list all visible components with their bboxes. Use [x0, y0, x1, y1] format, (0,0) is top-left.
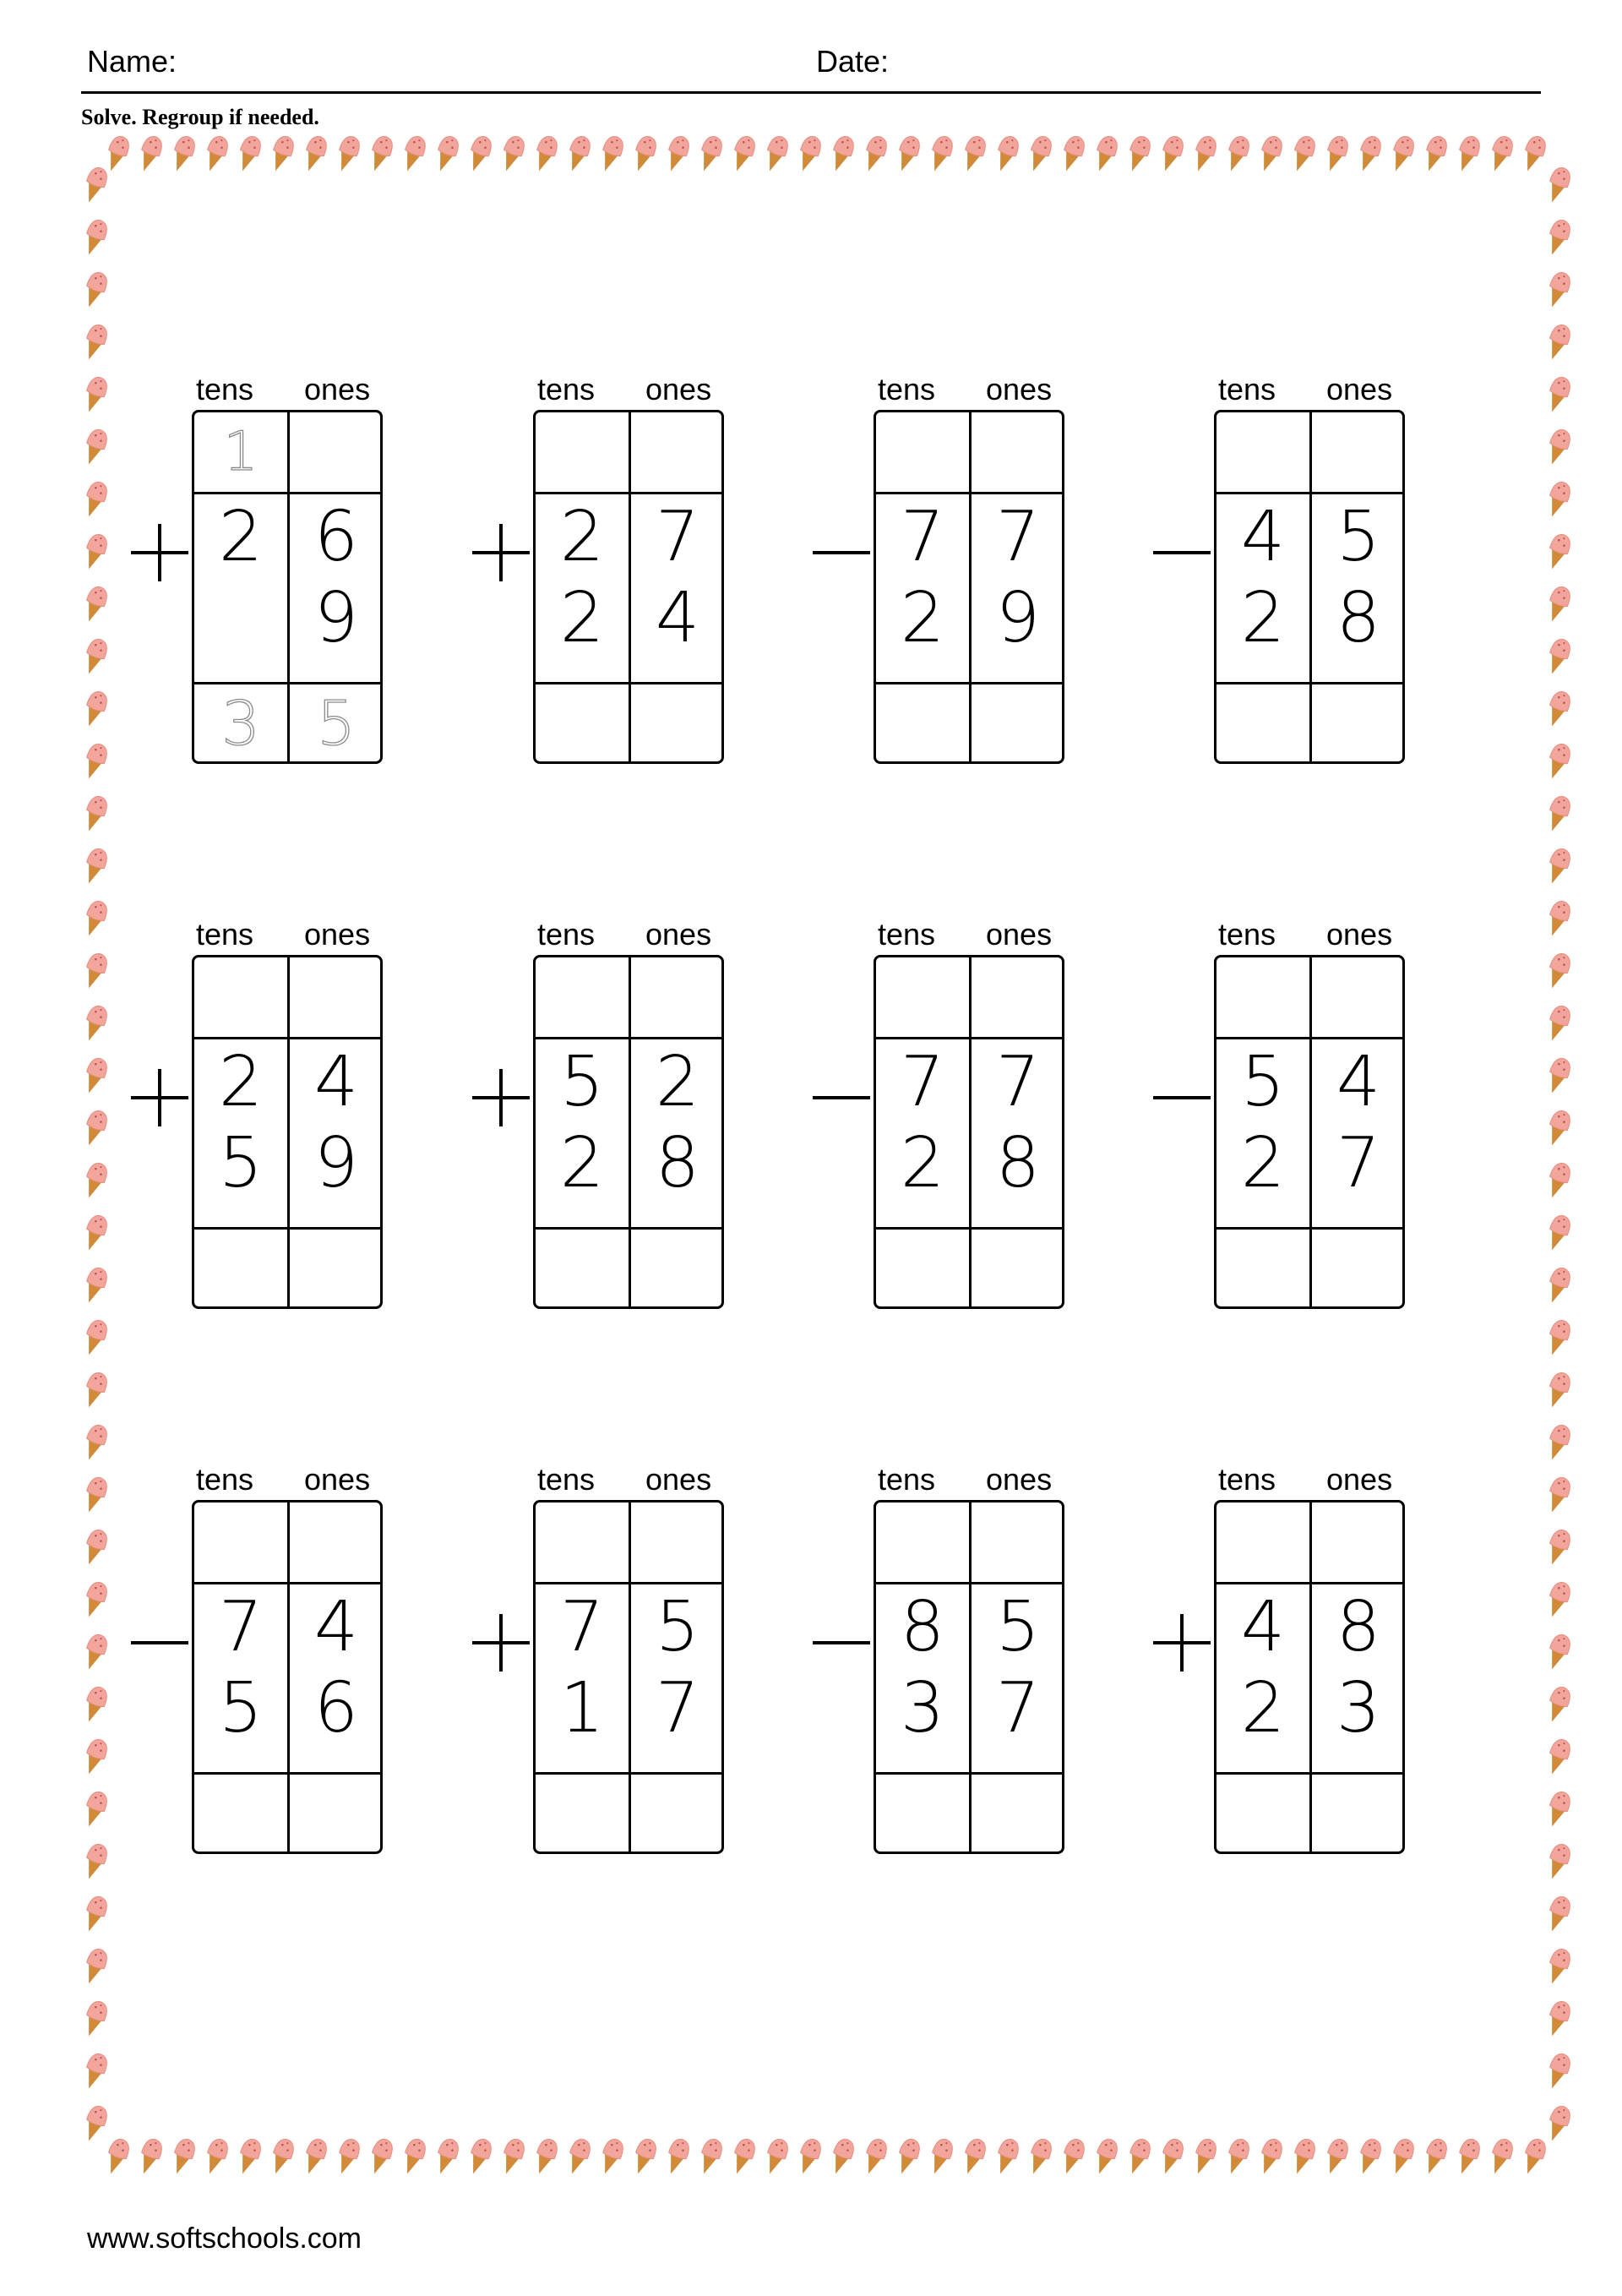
- ice-cream-cone-icon: [531, 2136, 561, 2177]
- ice-cream-cone-icon: [80, 636, 111, 677]
- ones-label: ones: [304, 917, 371, 952]
- ice-cream-cone-icon: [80, 1003, 111, 1044]
- ice-cream-cone-icon: [201, 2136, 231, 2177]
- ice-cream-cone-icon: [1543, 898, 1574, 939]
- ice-cream-cone-icon: [267, 134, 297, 174]
- ice-cream-cone-icon: [827, 134, 857, 174]
- ice-cream-cone-icon: [926, 134, 956, 174]
- ice-cream-cone-icon: [80, 1946, 111, 1987]
- ice-cream-cone-icon: [629, 134, 660, 174]
- ice-cream-cone-icon: [333, 2136, 363, 2177]
- top-ones-digit: 8: [1336, 1587, 1381, 1667]
- ice-cream-cone-icon: [80, 270, 111, 310]
- top-ones-digit: 4: [1336, 1042, 1381, 1122]
- bottom-ones-digit: 8: [1336, 578, 1381, 658]
- top-tens-digit: 2: [218, 1042, 264, 1122]
- ice-cream-cone-icon: [80, 689, 111, 729]
- ice-cream-cone-icon: [80, 1317, 111, 1358]
- bottom-ones-digit: 7: [995, 1668, 1041, 1748]
- ice-cream-cone-icon: [1543, 1055, 1574, 1096]
- ice-cream-cone-icon: [80, 1055, 111, 1096]
- top-tens-digit: 2: [218, 497, 264, 577]
- ice-cream-cone-icon: [80, 217, 111, 258]
- ice-cream-cone-icon: [1543, 1632, 1574, 1672]
- ice-cream-cone-icon: [80, 898, 111, 939]
- ones-label: ones: [304, 1462, 371, 1497]
- ice-cream-cone-icon: [1222, 134, 1253, 174]
- ice-cream-cone-icon: [1543, 1317, 1574, 1358]
- bottom-tens-digit: 2: [559, 1123, 605, 1203]
- ice-cream-cone-icon: [135, 2136, 166, 2177]
- ice-cream-cone-icon: [1025, 134, 1055, 174]
- top-ones-digit: 7: [655, 497, 700, 577]
- ice-cream-cone-icon: [333, 134, 363, 174]
- ice-cream-cone-icon: [80, 1213, 111, 1253]
- ice-cream-cone-icon: [1189, 134, 1220, 174]
- ice-cream-cone-icon: [267, 2136, 297, 2177]
- ice-cream-cone-icon: [761, 134, 792, 174]
- ice-cream-cone-icon: [1058, 134, 1088, 174]
- ice-cream-cone-icon: [1543, 1003, 1574, 1044]
- instructions: Solve. Regroup if needed.: [81, 105, 319, 129]
- ice-cream-cone-icon: [1453, 2136, 1483, 2177]
- ice-cream-cone-icon: [860, 134, 890, 174]
- ice-cream-cone-icon: [80, 1841, 111, 1882]
- ice-cream-cone-icon: [80, 1370, 111, 1410]
- ice-cream-cone-icon: [662, 2136, 693, 2177]
- ice-cream-cone-icon: [1157, 2136, 1187, 2177]
- ice-cream-cone-icon: [1543, 1684, 1574, 1725]
- ice-cream-cone-icon: [1543, 1894, 1574, 1934]
- ice-cream-cone-icon: [80, 794, 111, 834]
- ice-cream-cone-icon: [1025, 2136, 1055, 2177]
- ice-cream-cone-icon: [1543, 479, 1574, 520]
- date-label: Date:: [816, 44, 890, 79]
- ice-cream-cone-icon: [662, 134, 693, 174]
- ice-cream-cone-icon: [1486, 2136, 1516, 2177]
- bottom-tens-digit: 5: [218, 1668, 264, 1748]
- ice-cream-cone-icon: [1091, 2136, 1121, 2177]
- answer-ones-box[interactable]: 5: [317, 688, 356, 759]
- ice-cream-cone-icon: [1519, 2136, 1549, 2177]
- ice-cream-cone-icon: [761, 2136, 792, 2177]
- ice-cream-cone-icon: [234, 2136, 264, 2177]
- ice-cream-cone-icon: [1543, 1999, 1574, 2039]
- bottom-ones-digit: 8: [655, 1123, 700, 1203]
- ice-cream-cone-icon: [1124, 134, 1154, 174]
- top-ones-digit: 7: [995, 1042, 1041, 1122]
- ice-cream-cone-icon: [563, 2136, 594, 2177]
- ice-cream-cone-icon: [926, 2136, 956, 2177]
- ice-cream-cone-icon: [1543, 1108, 1574, 1148]
- tens-label: tens: [196, 372, 254, 406]
- ice-cream-cone-icon: [399, 2136, 429, 2177]
- ice-cream-cone-icon: [794, 2136, 825, 2177]
- ice-cream-cone-icon: [432, 2136, 462, 2177]
- bottom-tens-digit: 2: [1240, 578, 1286, 658]
- bottom-tens-digit: 2: [559, 578, 605, 658]
- ice-cream-cone-icon: [563, 134, 594, 174]
- ice-cream-cone-icon: [498, 2136, 528, 2177]
- ice-cream-cone-icon: [1543, 374, 1574, 415]
- ice-cream-cone-icon: [1543, 1579, 1574, 1620]
- ones-label: ones: [645, 372, 712, 406]
- ice-cream-cone-icon: [80, 322, 111, 363]
- ice-cream-cone-icon: [1486, 134, 1516, 174]
- ice-cream-cone-icon: [992, 134, 1022, 174]
- ice-cream-cone-icon: [80, 1684, 111, 1725]
- ones-label: ones: [986, 1462, 1053, 1497]
- ice-cream-cone-icon: [1543, 951, 1574, 991]
- tens-label: tens: [537, 1462, 596, 1497]
- ice-cream-cone-icon: [1543, 2103, 1574, 2144]
- top-tens-digit: 7: [900, 497, 945, 577]
- top-ones-digit: 5: [1336, 497, 1381, 577]
- ice-cream-cone-icon: [959, 2136, 989, 2177]
- bottom-ones-digit: 8: [995, 1123, 1041, 1203]
- ones-label: ones: [645, 917, 712, 952]
- ice-cream-cone-icon: [596, 134, 627, 174]
- ice-cream-cone-icon: [102, 134, 133, 174]
- ice-cream-cone-icon: [629, 2136, 660, 2177]
- ice-cream-cone-icon: [300, 2136, 330, 2177]
- ice-cream-cone-icon: [893, 2136, 923, 2177]
- ice-cream-cone-icon: [1189, 2136, 1220, 2177]
- ice-cream-cone-icon: [80, 1160, 111, 1201]
- ice-cream-cone-icon: [992, 2136, 1022, 2177]
- ice-cream-cone-icon: [80, 951, 111, 991]
- ice-cream-cone-icon: [695, 2136, 726, 2177]
- ice-cream-cone-icon: [1543, 532, 1574, 572]
- ice-cream-cone-icon: [1124, 2136, 1154, 2177]
- ice-cream-cone-icon: [1543, 1370, 1574, 1410]
- ice-cream-cone-icon: [1543, 1422, 1574, 1463]
- tens-label: tens: [878, 917, 936, 952]
- ice-cream-cone-icon: [1288, 134, 1319, 174]
- ones-label: ones: [986, 372, 1053, 406]
- name-label: Name:: [87, 44, 177, 79]
- top-ones-digit: 4: [313, 1587, 359, 1667]
- ice-cream-cone-icon: [168, 134, 199, 174]
- ice-cream-cone-icon: [1543, 1160, 1574, 1201]
- top-ones-digit: 4: [313, 1042, 359, 1122]
- ice-cream-cone-icon: [1543, 1527, 1574, 1568]
- ice-cream-cone-icon: [695, 134, 726, 174]
- ice-cream-cone-icon: [465, 2136, 495, 2177]
- bottom-tens-digit: 2: [1240, 1123, 1286, 1203]
- ice-cream-cone-icon: [80, 2103, 111, 2144]
- top-tens-digit: 7: [218, 1587, 264, 1667]
- ice-cream-cone-icon: [234, 134, 264, 174]
- top-tens-digit: 5: [559, 1042, 605, 1122]
- top-tens-digit: 8: [900, 1587, 945, 1667]
- ice-cream-cone-icon: [531, 134, 561, 174]
- bottom-tens-digit: 2: [900, 578, 945, 658]
- ice-cream-cone-icon: [1543, 846, 1574, 886]
- top-tens-digit: 2: [559, 497, 605, 577]
- ice-cream-cone-icon: [80, 1265, 111, 1306]
- ice-cream-cone-icon: [1543, 427, 1574, 467]
- ice-cream-cone-icon: [1255, 2136, 1286, 2177]
- bottom-tens-digit: 2: [1240, 1668, 1286, 1748]
- bottom-ones-digit: 3: [1336, 1668, 1381, 1748]
- ice-cream-cone-icon: [1387, 134, 1418, 174]
- ice-cream-cone-icon: [1543, 636, 1574, 677]
- tens-label: tens: [537, 372, 596, 406]
- ice-cream-cone-icon: [596, 2136, 627, 2177]
- ice-cream-cone-icon: [80, 1579, 111, 1620]
- bottom-ones-digit: 4: [655, 578, 700, 658]
- ice-cream-cone-icon: [498, 134, 528, 174]
- ice-cream-cone-icon: [80, 532, 111, 572]
- top-tens-digit: 4: [1240, 1587, 1286, 1667]
- top-ones-digit: 5: [995, 1587, 1041, 1667]
- ones-label: ones: [1326, 917, 1393, 952]
- ice-cream-cone-icon: [1543, 2051, 1574, 2091]
- ice-cream-cone-icon: [827, 2136, 857, 2177]
- footer-url: www.softschools.com: [87, 2222, 362, 2255]
- carry-digit[interactable]: 1: [223, 421, 259, 483]
- bottom-tens-digit: 3: [900, 1668, 945, 1748]
- ice-cream-cone-icon: [1354, 134, 1385, 174]
- ice-cream-cone-icon: [300, 134, 330, 174]
- bottom-ones-digit: 7: [1336, 1123, 1381, 1203]
- ice-cream-cone-icon: [1091, 134, 1121, 174]
- bottom-tens-digit: 5: [218, 1123, 264, 1203]
- bottom-ones-digit: 6: [313, 1668, 359, 1748]
- ice-cream-cone-icon: [1543, 1265, 1574, 1306]
- top-tens-digit: 5: [1240, 1042, 1286, 1122]
- ice-cream-cone-icon: [1420, 2136, 1451, 2177]
- ice-cream-cone-icon: [80, 1422, 111, 1463]
- ice-cream-cone-icon: [1519, 134, 1549, 174]
- ice-cream-cone-icon: [80, 1789, 111, 1830]
- ice-cream-cone-icon: [80, 374, 111, 415]
- ice-cream-cone-icon: [1543, 1475, 1574, 1515]
- top-tens-digit: 7: [900, 1042, 945, 1122]
- ice-cream-cone-icon: [1543, 1946, 1574, 1987]
- tens-label: tens: [878, 372, 936, 406]
- ice-cream-cone-icon: [1543, 165, 1574, 205]
- ice-cream-cone-icon: [1387, 2136, 1418, 2177]
- tens-label: tens: [1218, 917, 1276, 952]
- bottom-ones-digit: 7: [655, 1668, 700, 1748]
- ice-cream-cone-icon: [80, 1527, 111, 1568]
- tens-label: tens: [1218, 372, 1276, 406]
- ice-cream-cone-icon: [1543, 217, 1574, 258]
- ice-cream-cone-icon: [102, 2136, 133, 2177]
- ice-cream-cone-icon: [1543, 1789, 1574, 1830]
- top-tens-digit: 7: [559, 1587, 605, 1667]
- top-ones-digit: 2: [655, 1042, 700, 1122]
- ice-cream-cone-icon: [1543, 322, 1574, 363]
- ice-cream-cone-icon: [1453, 134, 1483, 174]
- ice-cream-cone-icon: [1321, 134, 1352, 174]
- ice-cream-cone-icon: [201, 134, 231, 174]
- ice-cream-cone-icon: [135, 134, 166, 174]
- top-tens-digit: 4: [1240, 497, 1286, 577]
- ice-cream-cone-icon: [1420, 134, 1451, 174]
- top-ones-digit: 7: [995, 497, 1041, 577]
- ones-label: ones: [1326, 372, 1393, 406]
- ice-cream-cone-icon: [80, 1999, 111, 2039]
- ice-cream-cone-icon: [366, 2136, 396, 2177]
- ice-cream-cone-icon: [1058, 2136, 1088, 2177]
- ones-label: ones: [1326, 1462, 1393, 1497]
- bottom-tens-digit: 2: [900, 1123, 945, 1203]
- ice-cream-cone-icon: [80, 1108, 111, 1148]
- ice-cream-cone-icon: [1157, 134, 1187, 174]
- tens-label: tens: [537, 917, 596, 952]
- ice-cream-cone-icon: [1354, 2136, 1385, 2177]
- ice-cream-cone-icon: [1288, 2136, 1319, 2177]
- ice-cream-cone-icon: [1222, 2136, 1253, 2177]
- ice-cream-cone-icon: [794, 134, 825, 174]
- tens-label: tens: [196, 917, 254, 952]
- ones-label: ones: [645, 1462, 712, 1497]
- ice-cream-cone-icon: [860, 2136, 890, 2177]
- answer-tens-box[interactable]: 3: [221, 688, 260, 759]
- ice-cream-cone-icon: [80, 584, 111, 624]
- ones-label: ones: [986, 917, 1053, 952]
- ice-cream-cone-icon: [80, 741, 111, 782]
- bottom-ones-digit: 9: [313, 1123, 359, 1203]
- ice-cream-cone-icon: [432, 134, 462, 174]
- ice-cream-cone-icon: [728, 134, 759, 174]
- ice-cream-cone-icon: [80, 165, 111, 205]
- ice-cream-cone-icon: [399, 134, 429, 174]
- ice-cream-cone-icon: [1255, 134, 1286, 174]
- ice-cream-cone-icon: [80, 2051, 111, 2091]
- ice-cream-cone-icon: [1543, 689, 1574, 729]
- tens-label: tens: [196, 1462, 254, 1497]
- ones-label: ones: [304, 372, 371, 406]
- ice-cream-cone-icon: [893, 134, 923, 174]
- ice-cream-cone-icon: [80, 427, 111, 467]
- ice-cream-cone-icon: [80, 1475, 111, 1515]
- ice-cream-cone-icon: [80, 1894, 111, 1934]
- ice-cream-cone-icon: [366, 134, 396, 174]
- ice-cream-cone-icon: [80, 1632, 111, 1672]
- ice-cream-cone-icon: [465, 134, 495, 174]
- ice-cream-cone-icon: [959, 134, 989, 174]
- ice-cream-cone-icon: [1543, 584, 1574, 624]
- bottom-tens-digit: 1: [559, 1668, 605, 1748]
- ice-cream-cone-icon: [1543, 270, 1574, 310]
- ice-cream-cone-icon: [728, 2136, 759, 2177]
- ice-cream-cone-icon: [1543, 1737, 1574, 1777]
- ice-cream-cone-icon: [1321, 2136, 1352, 2177]
- ice-cream-cone-icon: [1543, 1213, 1574, 1253]
- ice-cream-cone-icon: [1543, 1841, 1574, 1882]
- ice-cream-cone-icon: [1543, 794, 1574, 834]
- ice-cream-cone-icon: [168, 2136, 199, 2177]
- ice-cream-cone-icon: [80, 846, 111, 886]
- bottom-ones-digit: 9: [995, 578, 1041, 658]
- ice-cream-cone-icon: [1543, 741, 1574, 782]
- ice-cream-cone-icon: [80, 479, 111, 520]
- top-ones-digit: 5: [655, 1587, 700, 1667]
- top-ones-digit: 6: [313, 497, 359, 577]
- ice-cream-cone-icon: [80, 1737, 111, 1777]
- tens-label: tens: [1218, 1462, 1276, 1497]
- tens-label: tens: [878, 1462, 936, 1497]
- bottom-ones-digit: 9: [313, 578, 359, 658]
